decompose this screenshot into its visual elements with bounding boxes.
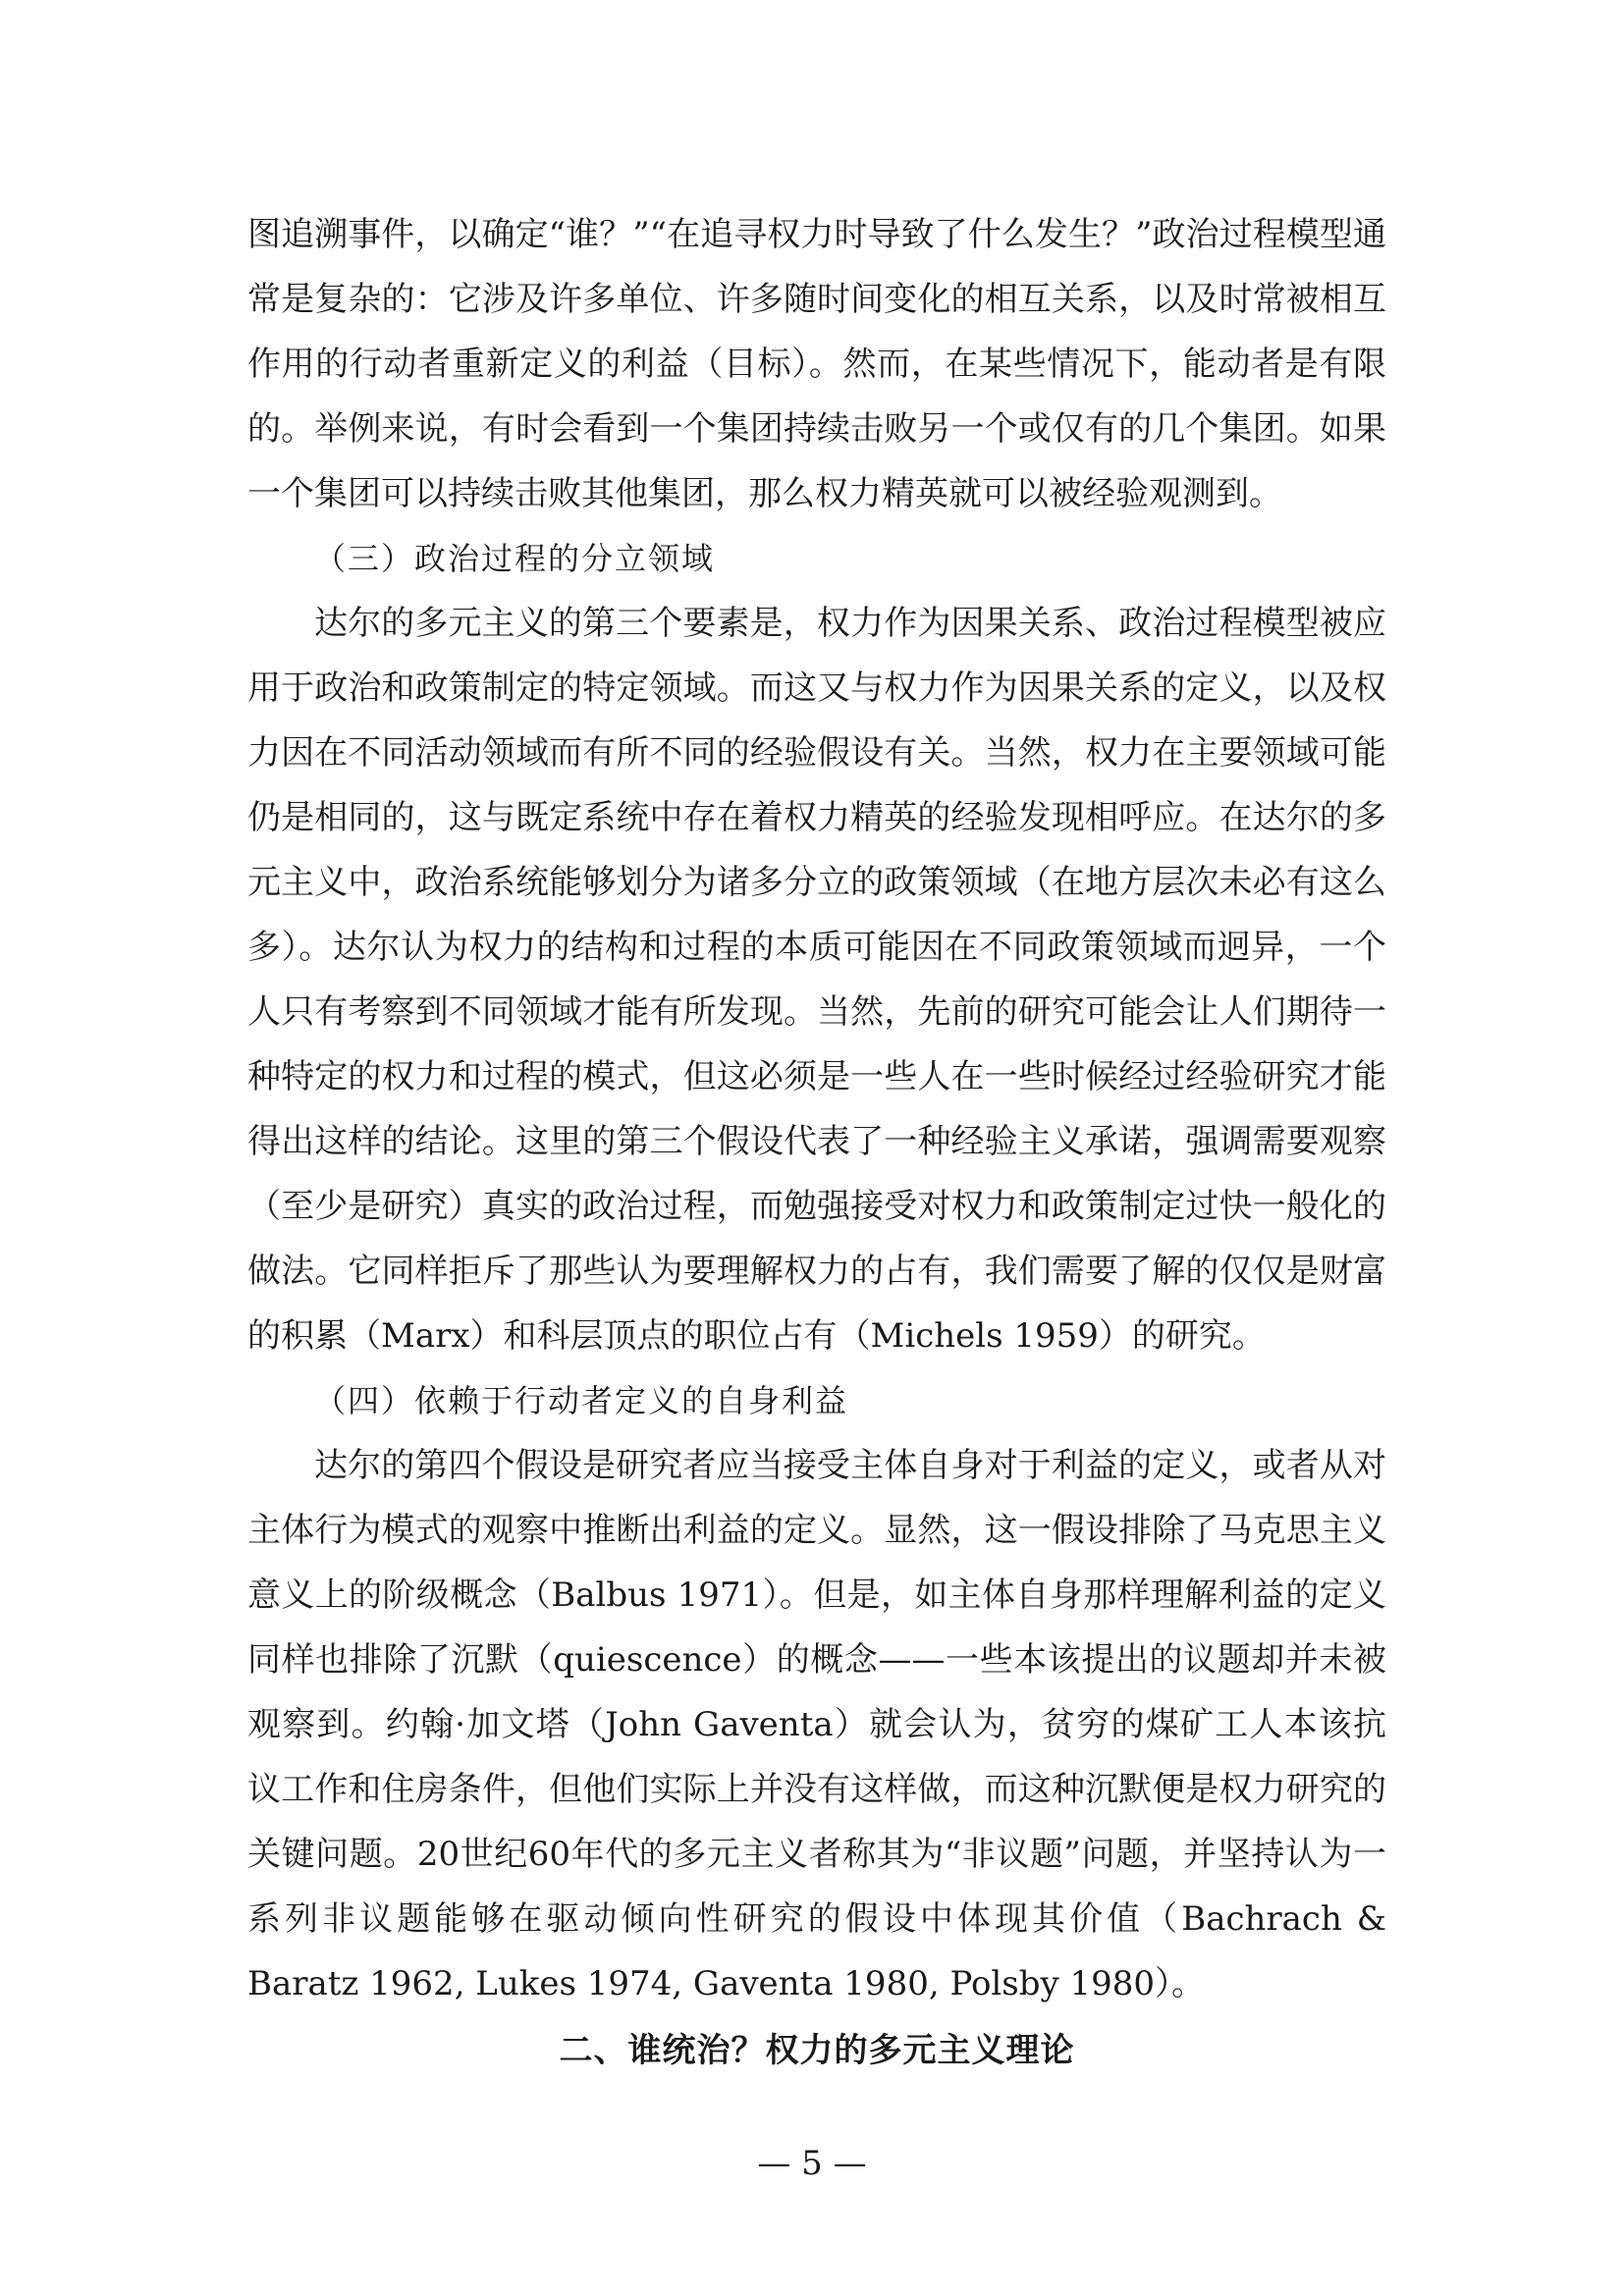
page-number: — 5 — xyxy=(757,2144,867,2183)
paragraph-fourth-assumption: 达尔的第四个假设是研究者应当接受主体自身对于利益的定义，或者从对主体行为模式的观察中推断出利益的定义。显然，这一假设排除了马克思主义意义上的阶级概念（Balbus 1971）。但是，如主体自身那样理解利益的定义同样也排除了沉默（quiescence）的概念——一些本该提出的议题却并未被观察到。约翰·加文塔（John Gaventa）就会认为，贫穷的煤矿工人本该抗议工作和住房条件，但他们实际上并没有这样做，而这种沉默便是权力研究的关键问题。20世纪60年代的多元主义者称其为“非议题”问题，并坚持认为一系列非议题能够在驱动倾向性研究的假设中体现其价值（Bachrach & Baratz 1962, Lukes 1974, Gaventa 1980, Polsby 1980）。 xyxy=(247,1446,1386,2003)
section-heading-pluralist-theory: 二、谁统治？权力的多元主义理论 xyxy=(559,2031,1075,2070)
subheading-political-process-domains: （三）政治过程的分立领域 xyxy=(314,540,716,577)
paragraph-third-element: 达尔的多元主义的第三个要素是，权力作为因果关系、政治过程模型被应用于政治和政策制定的特定领域。而这又与权力作为因果关系的定义，以及权力因在不同活动领域而有所不同的经验假设有关。当然，权力在主要领域可能仍是相同的，这与既定系统中存在着权力精英的经验发现相呼应。在达尔的多元主义中，政治系统能够划分为诸多分立的政策领域（在地方层次未必有这么多）。达尔认为权力的结构和过程的本质可能因在不同政策领域而迥异，一个人只有考察到不同领域才能有所发现。当然，先前的研究可能会让人们期待一种特定的权力和过程的模式，但这必须是一些人在一些时候经过经验研究才能得出这样的结论。这里的第三个假设代表了一种经验主义承诺，强调需要观察（至少是研究）真实的政治过程，而勉强接受对权力和政策制定过快一般化的做法。它同样拒斥了那些认为要理解权力的占有，我们需要了解的仅仅是财富的积累（Marx）和科层顶点的职位占有（Michels 1959）的研究。 xyxy=(247,604,1386,1356)
paragraph-continued: 图追溯事件，以确定“谁？”“在追寻权力时导致了什么发生？”政治过程模型通常是复杂的：它涉及许多单位、许多随时间变化的相互关系，以及时常被相互作用的行动者重新定义的利益（目标）。然而，在某些情况下，能动者是有限的。举例来说，有时会看到一个集团持续击败另一个或仅有的几个集团。如果一个集团可以持续击败其他集团，那么权力精英就可以被经验观测到。 xyxy=(247,215,1386,513)
subheading-actor-defined-interests: （四）依赖于行动者定义的自身利益 xyxy=(314,1382,849,1419)
document-body xyxy=(247,202,1386,2085)
